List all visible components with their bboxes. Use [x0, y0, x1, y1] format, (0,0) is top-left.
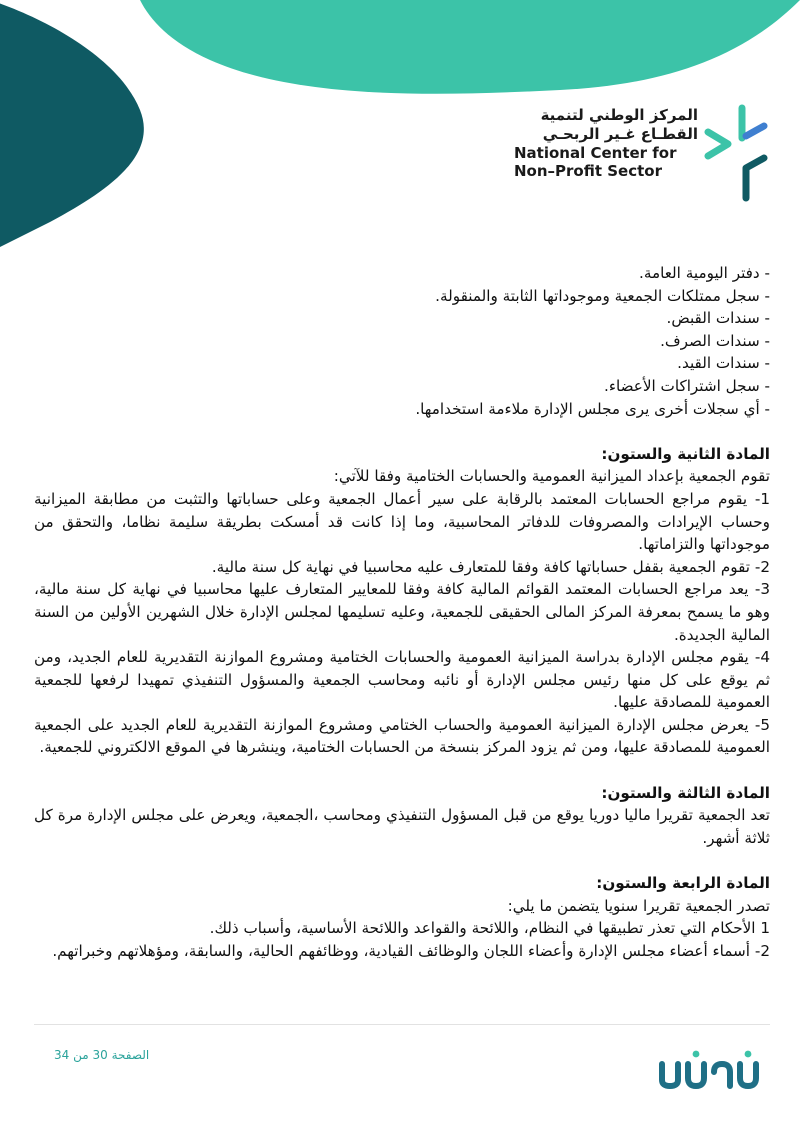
article-64-item: 2- أسماء أعضاء مجلس الإدارة وأعضاء اللجان والوظائف القيادية، ووظائفهم الحالية، والسابقة، ومؤهلاتهم وخبراتهم. — [52, 941, 770, 960]
page-number: الصفحة 30 من 34 — [54, 1048, 150, 1062]
article-62-intro: تقوم الجمعية بإعداد الميزانية العمومية والحسابات الختامية وفقا للآتي: — [333, 467, 770, 486]
list-item: - سندات القبض. — [666, 309, 770, 328]
article-62-item: 4- يقوم مجلس الإدارة بدراسة الميزانية العمومية والحسابات الختامية ومشروع الموازنة التقديرية للعام الجديد، ومن ثم يوقع على كل منها رئيس مجلس الإدارة أو نائبه ومحاسب الجمعية والمسؤول التنفيذي تمهيدا لرفعها للجمعية العمومية للمصادقة عليها. — [34, 648, 770, 712]
article-62-item: 1- يقوم مراجع الحسابات المعتمد بالرقابة على سير أعمال الجمعية وعلى حساباتها والتثبت من مطابقة الميزانية وحساب الإيرادات والمصروفات للدفاتر المحاسبية، وما إذا كانت قد أمسكت بطريقة سليمة نظاما، والتحقق من موجوداتها والتزاماتها. — [34, 489, 770, 554]
ncnp-logo — [510, 104, 770, 208]
list-item: - سندات القيد. — [677, 354, 770, 373]
logo-english-line2: Non–Profit Sector — [514, 162, 662, 180]
article-62-heading: المادة الثانية والستون: — [601, 444, 770, 463]
logo-english-line1: National Center for — [514, 144, 677, 162]
article-64-intro: تصدر الجمعية تقريرا سنويا يتضمن ما يلي: — [507, 896, 770, 915]
list-item: - سجل ممتلكات الجمعية وموجوداتها الثابتة والمنقولة. — [435, 286, 770, 305]
article-62-item: 5- يعرض مجلس الإدارة الميزانية العمومية والحساب الختامي ومشروع الموازنة التقديرية للعام الجديد على الجمعية العمومية للمصادقة عليها، ومن ثم يزود المركز بنسخة من الحسابات الختامية، وينشرها في الموقع الالكتروني للجمعية. — [34, 715, 770, 757]
list-item: - سندات الصرف. — [660, 331, 770, 350]
list-item: - دفتر اليومية العامة. — [639, 264, 770, 282]
article-63-heading: المادة الثالثة والستون: — [601, 783, 770, 802]
logo-text — [508, 106, 698, 180]
article-64-heading: المادة الرابعة والستون: — [596, 874, 770, 893]
decorative-dark-shape — [0, 0, 160, 260]
list-item: - سجل اشتراكات الأعضاء. — [604, 376, 770, 395]
list-item: - أي سجلات أخرى يرى مجلس الإدارة ملاءمة استخدامها. — [415, 399, 770, 418]
logo-arabic-line2: القطـاع غـير الربحـي — [542, 125, 698, 143]
article-62-item: 2- تقوم الجمعية بقفل حساباتها كافة وفقا للمتعارف عليه محاسبيا في نهاية كل سنة مالية. — [211, 557, 770, 576]
footer-divider — [34, 1024, 770, 1025]
decorative-teal-shape — [140, 0, 804, 110]
ncnp-logo-mark-icon — [704, 104, 770, 204]
logo-arabic-line1: المركز الوطني لتنمية — [540, 106, 698, 124]
document-body — [34, 262, 770, 962]
article-64-item: 1 الأحكام التي تعذر تطبيقها في النظام، واللائحة والقواعد واللائحة الأساسية، وأسباب ذلك. — [209, 919, 770, 938]
article-63-text: تعد الجمعية تقريرا ماليا دوريا يوقع من قبل المسؤول التنفيذي ومحاسب ،الجمعية، ويعرض على مجلس الإدارة مرة كل ثلاثة أشهر. — [34, 806, 770, 847]
article-62-item: 3- يعد مراجع الحسابات المعتمد القوائم المالية كافة وفقا للمعايير المتعارف عليها محاسبيا في نهاية كل سنة مالية، وهو ما يسمح بمعرفة المركز المالى الحقيقى للجمعية، وعليه تسليمها لمجلس الإدارة خلال الشهرين الأولين من السنة المالية الجديدة. — [34, 580, 770, 644]
nmw-brand-logo-icon — [656, 1048, 764, 1090]
